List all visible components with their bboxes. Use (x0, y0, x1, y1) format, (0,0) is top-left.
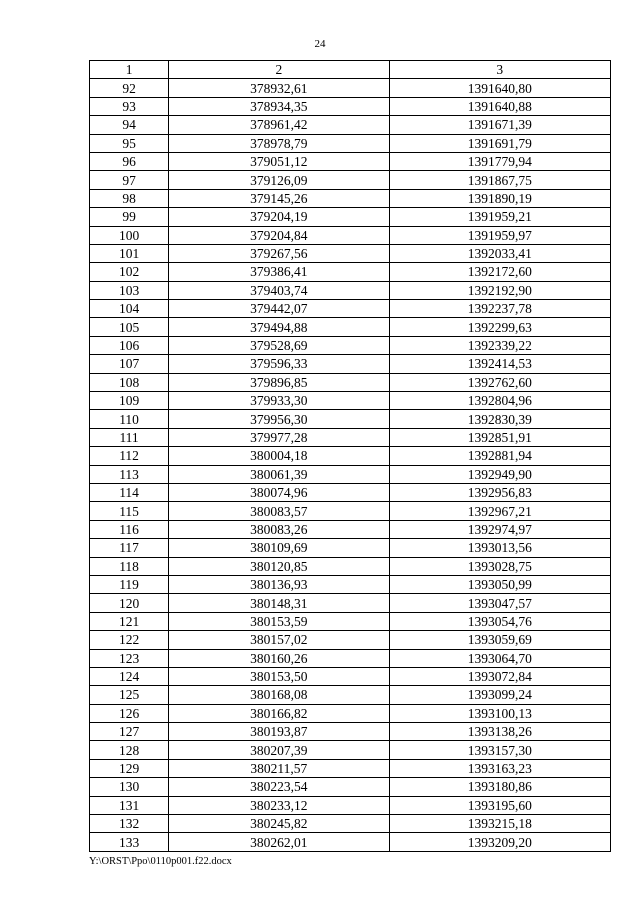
table-row (90, 704, 611, 722)
y-coordinate-cell: 1393028,75 (389, 557, 610, 575)
x-coordinate-cell: 379051,12 (169, 152, 389, 170)
point-number-cell: 96 (90, 152, 169, 170)
y-coordinate-cell: 1392237,78 (389, 300, 610, 318)
x-coordinate-cell: 380211,57 (169, 759, 389, 777)
y-coordinate-cell: 1392339,22 (389, 336, 610, 354)
x-coordinate-cell: 379596,33 (169, 355, 389, 373)
point-number-cell: 132 (90, 815, 169, 833)
x-coordinate-cell: 380153,50 (169, 667, 389, 685)
y-coordinate-cell: 1391640,80 (389, 79, 610, 97)
table-row (90, 189, 611, 207)
y-coordinate-cell: 1393050,99 (389, 575, 610, 593)
point-number-cell: 123 (90, 649, 169, 667)
x-coordinate-cell: 380193,87 (169, 723, 389, 741)
point-number-cell: 95 (90, 134, 169, 152)
point-number-cell: 121 (90, 612, 169, 630)
x-coordinate-cell: 380136,93 (169, 575, 389, 593)
table-row (90, 539, 611, 557)
y-coordinate-cell: 1392851,91 (389, 428, 610, 446)
table-header-row (90, 61, 611, 79)
table-row (90, 244, 611, 262)
table-row (90, 373, 611, 391)
table-row (90, 778, 611, 796)
point-number-cell: 122 (90, 631, 169, 649)
point-number-cell: 102 (90, 263, 169, 281)
y-coordinate-cell: 1392956,83 (389, 483, 610, 501)
x-coordinate-cell: 380148,31 (169, 594, 389, 612)
table-row (90, 355, 611, 373)
column-header-2: 2 (169, 61, 389, 79)
point-number-cell: 107 (90, 355, 169, 373)
table-row (90, 152, 611, 170)
y-coordinate-cell: 1392881,94 (389, 447, 610, 465)
table-row (90, 741, 611, 759)
x-coordinate-cell: 380207,39 (169, 741, 389, 759)
y-coordinate-cell: 1392033,41 (389, 244, 610, 262)
y-coordinate-cell: 1392172,60 (389, 263, 610, 281)
point-number-cell: 98 (90, 189, 169, 207)
table-row (90, 428, 611, 446)
x-coordinate-cell: 378932,61 (169, 79, 389, 97)
point-number-cell: 120 (90, 594, 169, 612)
x-coordinate-cell: 380245,82 (169, 815, 389, 833)
table-row (90, 612, 611, 630)
point-number-cell: 114 (90, 483, 169, 501)
y-coordinate-cell: 1392299,63 (389, 318, 610, 336)
point-number-cell: 111 (90, 428, 169, 446)
x-coordinate-cell: 380233,12 (169, 796, 389, 814)
y-coordinate-cell: 1392949,90 (389, 465, 610, 483)
table-row (90, 796, 611, 814)
point-number-cell: 109 (90, 392, 169, 410)
point-number-cell: 93 (90, 97, 169, 115)
point-number-cell: 113 (90, 465, 169, 483)
point-number-cell: 100 (90, 226, 169, 244)
x-coordinate-cell: 379204,19 (169, 208, 389, 226)
table-row (90, 300, 611, 318)
point-number-cell: 126 (90, 704, 169, 722)
x-coordinate-cell: 380160,26 (169, 649, 389, 667)
y-coordinate-cell: 1393064,70 (389, 649, 610, 667)
y-coordinate-cell: 1392414,53 (389, 355, 610, 373)
y-coordinate-cell: 1393054,76 (389, 612, 610, 630)
point-number-cell: 105 (90, 318, 169, 336)
x-coordinate-cell: 380120,85 (169, 557, 389, 575)
x-coordinate-cell: 379126,09 (169, 171, 389, 189)
point-number-cell: 131 (90, 796, 169, 814)
point-number-cell: 118 (90, 557, 169, 575)
table-row (90, 557, 611, 575)
x-coordinate-cell: 380262,01 (169, 833, 389, 851)
x-coordinate-cell: 378961,42 (169, 116, 389, 134)
point-number-cell: 104 (90, 300, 169, 318)
y-coordinate-cell: 1393215,18 (389, 815, 610, 833)
y-coordinate-cell: 1392974,97 (389, 520, 610, 538)
y-coordinate-cell: 1391691,79 (389, 134, 610, 152)
table-row (90, 336, 611, 354)
x-coordinate-cell: 380061,39 (169, 465, 389, 483)
y-coordinate-cell: 1393100,13 (389, 704, 610, 722)
table-body (90, 79, 611, 851)
table-row (90, 502, 611, 520)
y-coordinate-cell: 1391779,94 (389, 152, 610, 170)
table-row (90, 208, 611, 226)
column-header-3: 3 (389, 61, 610, 79)
point-number-cell: 128 (90, 741, 169, 759)
x-coordinate-cell: 380083,57 (169, 502, 389, 520)
table-row (90, 815, 611, 833)
x-coordinate-cell: 378978,79 (169, 134, 389, 152)
point-number-cell: 94 (90, 116, 169, 134)
y-coordinate-cell: 1391867,75 (389, 171, 610, 189)
x-coordinate-cell: 380157,02 (169, 631, 389, 649)
point-number-cell: 133 (90, 833, 169, 851)
y-coordinate-cell: 1391671,39 (389, 116, 610, 134)
point-number-cell: 130 (90, 778, 169, 796)
x-coordinate-cell: 379204,84 (169, 226, 389, 244)
table-row (90, 759, 611, 777)
table-row (90, 226, 611, 244)
table-row (90, 281, 611, 299)
table-row (90, 483, 611, 501)
y-coordinate-cell: 1391959,97 (389, 226, 610, 244)
y-coordinate-cell: 1393138,26 (389, 723, 610, 741)
y-coordinate-cell: 1391959,21 (389, 208, 610, 226)
x-coordinate-cell: 379386,41 (169, 263, 389, 281)
y-coordinate-cell: 1393180,86 (389, 778, 610, 796)
point-number-cell: 106 (90, 336, 169, 354)
x-coordinate-cell: 379442,07 (169, 300, 389, 318)
table-row (90, 392, 611, 410)
table-row (90, 134, 611, 152)
x-coordinate-cell: 380153,59 (169, 612, 389, 630)
table-row (90, 116, 611, 134)
y-coordinate-cell: 1393059,69 (389, 631, 610, 649)
point-number-cell: 116 (90, 520, 169, 538)
point-number-cell: 119 (90, 575, 169, 593)
table-row (90, 318, 611, 336)
x-coordinate-cell: 380109,69 (169, 539, 389, 557)
y-coordinate-cell: 1393099,24 (389, 686, 610, 704)
column-header-1: 1 (90, 61, 169, 79)
x-coordinate-cell: 380004,18 (169, 447, 389, 465)
y-coordinate-cell: 1392830,39 (389, 410, 610, 428)
table-row (90, 410, 611, 428)
table-row (90, 465, 611, 483)
y-coordinate-cell: 1393157,30 (389, 741, 610, 759)
table-row (90, 79, 611, 97)
table-row (90, 97, 611, 115)
x-coordinate-cell: 379977,28 (169, 428, 389, 446)
point-number-cell: 125 (90, 686, 169, 704)
point-number-cell: 124 (90, 667, 169, 685)
x-coordinate-cell: 379267,56 (169, 244, 389, 262)
y-coordinate-cell: 1393209,20 (389, 833, 610, 851)
point-number-cell: 117 (90, 539, 169, 557)
x-coordinate-cell: 380083,26 (169, 520, 389, 538)
table-row (90, 723, 611, 741)
x-coordinate-cell: 380074,96 (169, 483, 389, 501)
x-coordinate-cell: 379494,88 (169, 318, 389, 336)
point-number-cell: 99 (90, 208, 169, 226)
table-row (90, 667, 611, 685)
document-file-path: Y:\ORST\Ppo\0110p001.f22.docx (89, 856, 232, 867)
y-coordinate-cell: 1393072,84 (389, 667, 610, 685)
point-number-cell: 92 (90, 79, 169, 97)
x-coordinate-cell: 379933,30 (169, 392, 389, 410)
point-number-cell: 103 (90, 281, 169, 299)
table-row (90, 833, 611, 851)
x-coordinate-cell: 380168,08 (169, 686, 389, 704)
point-number-cell: 97 (90, 171, 169, 189)
point-number-cell: 108 (90, 373, 169, 391)
table-row (90, 447, 611, 465)
coordinates-table (89, 60, 611, 852)
y-coordinate-cell: 1393013,56 (389, 539, 610, 557)
y-coordinate-cell: 1392762,60 (389, 373, 610, 391)
x-coordinate-cell: 379956,30 (169, 410, 389, 428)
y-coordinate-cell: 1391890,19 (389, 189, 610, 207)
point-number-cell: 127 (90, 723, 169, 741)
y-coordinate-cell: 1391640,88 (389, 97, 610, 115)
table-row (90, 575, 611, 593)
y-coordinate-cell: 1392967,21 (389, 502, 610, 520)
y-coordinate-cell: 1392192,90 (389, 281, 610, 299)
table-row (90, 686, 611, 704)
x-coordinate-cell: 379896,85 (169, 373, 389, 391)
y-coordinate-cell: 1393047,57 (389, 594, 610, 612)
point-number-cell: 115 (90, 502, 169, 520)
x-coordinate-cell: 380223,54 (169, 778, 389, 796)
x-coordinate-cell: 380166,82 (169, 704, 389, 722)
table-row (90, 263, 611, 281)
y-coordinate-cell: 1393195,60 (389, 796, 610, 814)
page-number: 24 (314, 38, 326, 50)
x-coordinate-cell: 379145,26 (169, 189, 389, 207)
table-row (90, 649, 611, 667)
point-number-cell: 110 (90, 410, 169, 428)
table-row (90, 631, 611, 649)
x-coordinate-cell: 378934,35 (169, 97, 389, 115)
y-coordinate-cell: 1393163,23 (389, 759, 610, 777)
table-row (90, 171, 611, 189)
x-coordinate-cell: 379528,69 (169, 336, 389, 354)
x-coordinate-cell: 379403,74 (169, 281, 389, 299)
y-coordinate-cell: 1392804,96 (389, 392, 610, 410)
point-number-cell: 101 (90, 244, 169, 262)
table-row (90, 594, 611, 612)
point-number-cell: 112 (90, 447, 169, 465)
table-row (90, 520, 611, 538)
point-number-cell: 129 (90, 759, 169, 777)
